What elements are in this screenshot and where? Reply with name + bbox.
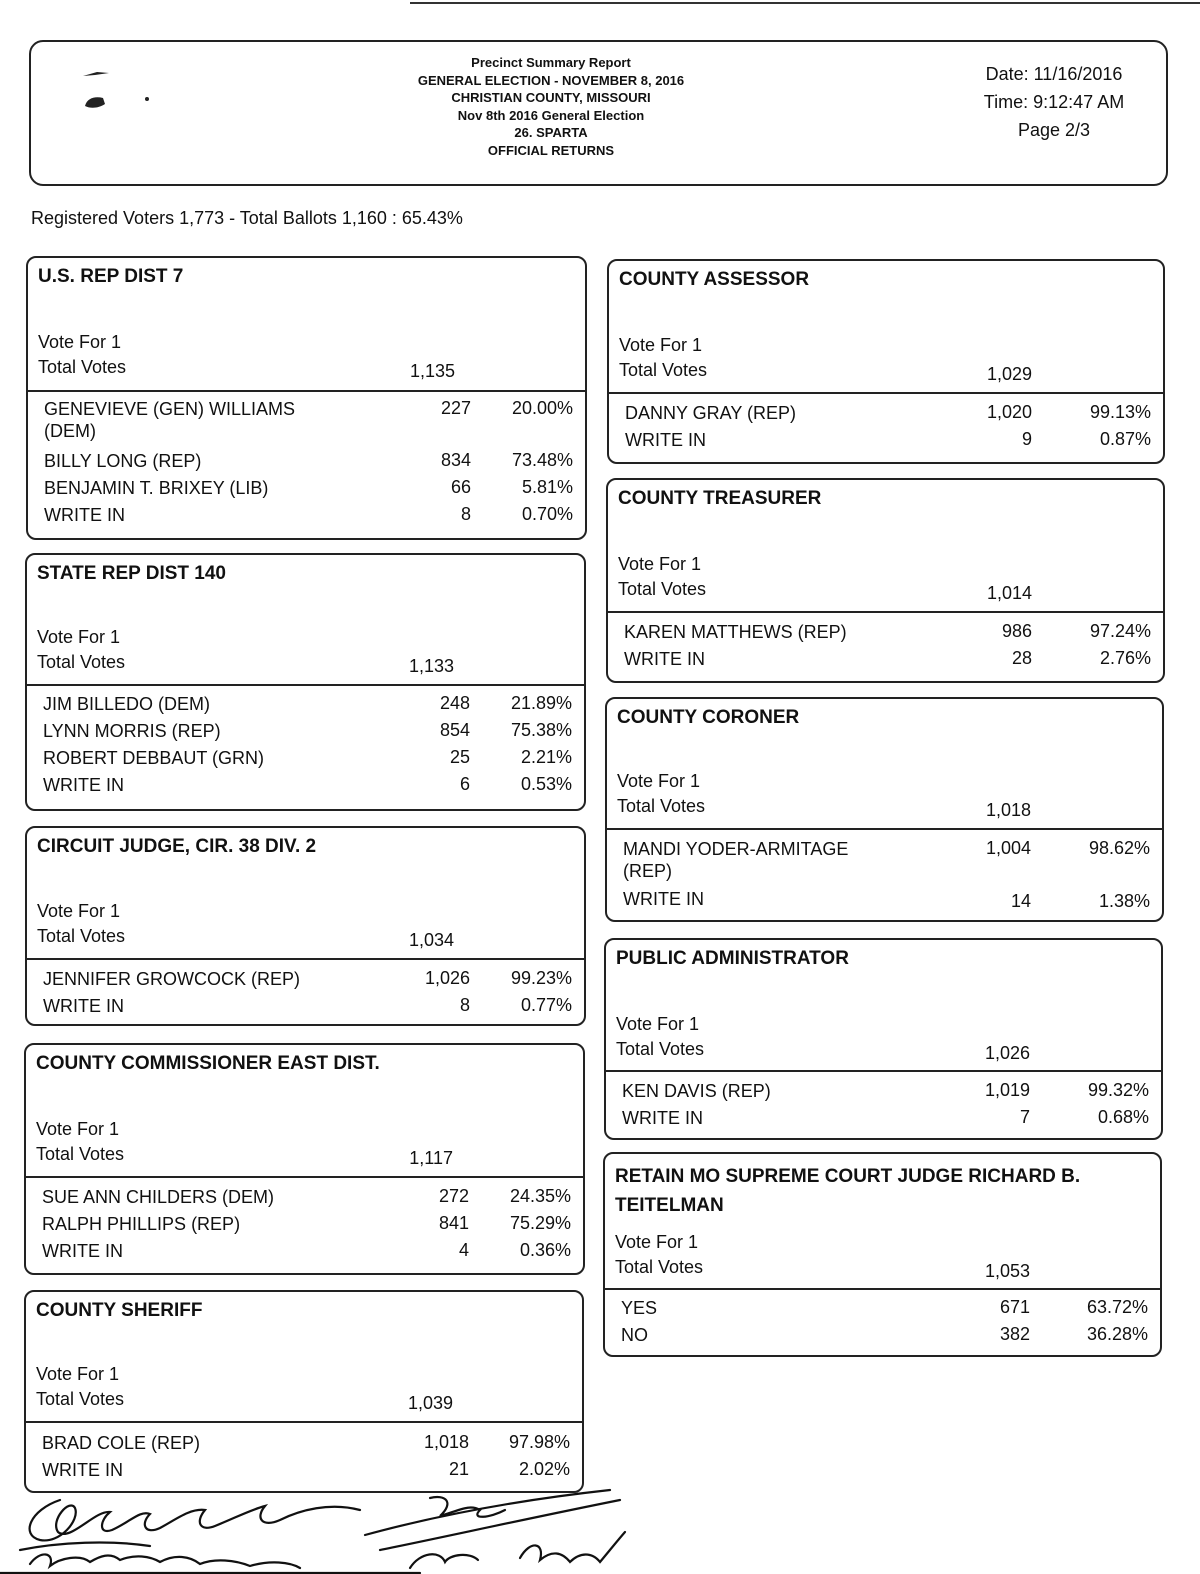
candidate-votes: 671 (999, 1297, 1030, 1317)
candidate-name: WRITE IN (625, 430, 706, 450)
candidate-name: RALPH PHILLIPS (REP) (42, 1214, 241, 1234)
contest-divider (608, 611, 1163, 613)
candidate-row (44, 398, 573, 446)
contest-divider (27, 958, 584, 960)
candidate-name: WRITE IN (43, 996, 124, 1016)
contest-divider (606, 1070, 1161, 1072)
candidate-votes: 854 (439, 720, 470, 740)
vote-for-label: Vote For 1 (36, 1119, 120, 1139)
candidate-name: YES (621, 1298, 658, 1318)
candidate-votes: 21 (448, 1459, 469, 1479)
candidate-percent: 0.68% (1097, 1107, 1149, 1127)
total-votes-label: Total Votes (616, 1039, 705, 1059)
candidate-name: ROBERT DEBBAUT (GRN) (43, 748, 265, 768)
candidate-row (42, 1240, 571, 1267)
total-votes-value: 1,039 (407, 1393, 453, 1413)
contest-title: COUNTY SHERIFF (36, 1300, 203, 1321)
total-votes-label: Total Votes (36, 1144, 125, 1164)
candidate-percent: 98.62% (1088, 838, 1150, 858)
total-votes-value: 1,029 (986, 364, 1032, 384)
contest-divider (605, 1288, 1160, 1290)
total-votes-label: Total Votes (36, 1389, 125, 1409)
report-time: Time: 9:12:47 AM (983, 92, 1125, 112)
contest-divider (27, 684, 584, 686)
candidate-row (43, 995, 572, 1022)
contest-us-rep-dist-7 (26, 256, 587, 540)
candidate-votes: 1,026 (424, 968, 470, 988)
candidate-row (43, 693, 572, 720)
candidate-percent: 0.53% (520, 774, 572, 794)
candidate-votes: 1,018 (423, 1432, 469, 1452)
candidate-name: WRITE IN (622, 1108, 703, 1128)
candidate-percent: 2.76% (1099, 648, 1151, 668)
candidate-name: LYNN MORRIS (REP) (43, 721, 221, 741)
candidate-name: MANDI YODER-ARMITAGE (REP) (623, 839, 849, 881)
candidate-row (42, 1432, 570, 1459)
candidate-row (43, 774, 572, 801)
candidate-row (622, 1107, 1149, 1134)
candidate-percent: 75.29% (509, 1213, 571, 1233)
total-votes-label: Total Votes (38, 357, 127, 377)
handwritten-signatures-icon (0, 1480, 700, 1574)
candidate-percent: 73.48% (511, 450, 573, 470)
candidate-name: DANNY GRAY (REP) (625, 403, 797, 423)
candidate-name: BILLY LONG (REP) (44, 451, 202, 471)
candidate-name: SUE ANN CHILDERS (DEM) (42, 1187, 275, 1207)
candidate-row (622, 1080, 1149, 1107)
page-number: Page 2/3 (1017, 120, 1091, 140)
candidate-percent: 20.00% (511, 398, 573, 418)
vote-for-label: Vote For 1 (36, 1364, 120, 1384)
contest-title: COUNTY TREASURER (618, 488, 822, 509)
county-name: CHRISTIAN COUNTY, MISSOURI (451, 90, 651, 105)
candidate-percent: 24.35% (509, 1186, 571, 1206)
contest-divider (609, 392, 1163, 394)
contest-title: RETAIN MO SUPREME COURT JUDGE RICHARD B. TEITELMAN (615, 1166, 1081, 1216)
contest-retain-supreme-court-judge (603, 1152, 1162, 1357)
candidate-name: NO (621, 1325, 648, 1345)
contest-county-assessor (607, 259, 1165, 464)
candidate-name: WRITE IN (42, 1241, 123, 1261)
candidate-votes: 28 (1011, 648, 1032, 668)
vote-for-label: Vote For 1 (616, 1014, 700, 1034)
total-votes-value: 1,117 (409, 1148, 453, 1168)
registered-voters-summary: Registered Voters 1,773 - Total Ballots 1,160 : 65.43% (31, 208, 463, 228)
candidate-votes: 4 (458, 1240, 469, 1260)
candidate-percent: 21.89% (510, 693, 572, 713)
total-votes-label: Total Votes (617, 796, 706, 816)
candidate-percent: 99.32% (1087, 1080, 1149, 1100)
total-votes-value: 1,133 (408, 656, 454, 676)
county-logo-icon (51, 52, 161, 112)
candidate-name: WRITE IN (44, 505, 125, 525)
candidate-percent: 0.87% (1099, 429, 1151, 449)
candidate-name: GENEVIEVE (GEN) WILLIAMS (DEM) (44, 399, 296, 441)
vote-for-label: Vote For 1 (619, 335, 703, 355)
candidate-votes: 1,020 (986, 402, 1032, 422)
total-votes-label: Total Votes (619, 360, 708, 380)
candidate-percent: 0.77% (520, 995, 572, 1015)
candidate-row (621, 1324, 1148, 1351)
election-name: GENERAL ELECTION - NOVEMBER 8, 2016 (417, 72, 685, 88)
contest-title: PUBLIC ADMINISTRATOR (616, 948, 849, 969)
contest-county-sheriff (24, 1290, 584, 1493)
candidate-votes: 986 (1001, 621, 1032, 641)
report-header (29, 40, 1168, 186)
candidate-votes: 248 (439, 693, 470, 713)
vote-for-label: Vote For 1 (38, 332, 122, 352)
candidate-percent: 2.02% (518, 1459, 570, 1479)
contest-state-rep-dist-140 (25, 553, 586, 811)
total-votes-value: 1,018 (985, 800, 1031, 820)
report-title: Precinct Summary Report (471, 55, 631, 70)
candidate-name: KEN DAVIS (REP) (622, 1081, 771, 1101)
candidate-percent: 0.70% (521, 504, 573, 524)
report-date: Date: 11/16/2016 (985, 64, 1123, 84)
contest-public-administrator (604, 938, 1163, 1140)
candidate-percent: 5.81% (521, 477, 573, 497)
candidate-votes: 8 (460, 504, 471, 524)
contest-divider (26, 1176, 583, 1178)
candidate-row (42, 1186, 571, 1213)
candidate-name: BRAD COLE (REP) (42, 1433, 201, 1453)
report-title-block (331, 54, 771, 159)
candidate-row (43, 968, 572, 995)
candidate-votes: 6 (459, 774, 470, 794)
candidate-name: KAREN MATTHEWS (REP) (624, 622, 847, 642)
candidate-percent: 99.13% (1089, 402, 1151, 422)
candidate-row (624, 621, 1151, 648)
candidate-votes: 66 (450, 477, 471, 497)
candidate-percent: 36.28% (1086, 1324, 1148, 1344)
vote-for-label: Vote For 1 (617, 771, 701, 791)
returns-label: OFFICIAL RETURNS (487, 142, 615, 158)
candidate-votes: 841 (438, 1213, 469, 1233)
candidate-name: BENJAMIN T. BRIXEY (LIB) (44, 478, 269, 498)
candidate-votes: 9 (1021, 429, 1032, 449)
contest-divider (28, 390, 585, 392)
contest-divider (26, 1421, 582, 1423)
candidate-votes: 14 (1010, 891, 1031, 911)
candidate-row (43, 747, 572, 774)
vote-for-label: Vote For 1 (618, 554, 702, 574)
candidate-votes: 7 (1019, 1107, 1030, 1127)
candidate-votes: 1,019 (984, 1080, 1030, 1100)
total-votes-value: 1,026 (984, 1043, 1030, 1063)
contest-county-commissioner-east (24, 1043, 585, 1275)
report-meta (954, 60, 1154, 144)
candidate-name: JENNIFER GROWCOCK (REP) (43, 969, 301, 989)
candidate-name: JIM BILLEDO (DEM) (43, 694, 211, 714)
vote-for-label: Vote For 1 (37, 627, 121, 647)
total-votes-label: Total Votes (37, 652, 126, 672)
total-votes-label: Total Votes (618, 579, 707, 599)
total-votes-value: 1,034 (408, 930, 454, 950)
total-votes-value: 1,053 (984, 1261, 1030, 1281)
candidate-name: WRITE IN (623, 889, 704, 909)
contest-title: COUNTY ASSESSOR (619, 269, 810, 290)
contest-title: COUNTY COMMISSIONER EAST DIST. (36, 1053, 380, 1074)
candidate-row (44, 450, 573, 477)
candidate-row (625, 429, 1151, 456)
vote-for-label: Vote For 1 (615, 1232, 699, 1252)
candidate-name: WRITE IN (42, 1460, 123, 1480)
candidate-percent: 97.24% (1089, 621, 1151, 641)
candidate-name: WRITE IN (624, 649, 705, 669)
candidate-percent: 0.36% (519, 1240, 571, 1260)
candidate-row (43, 720, 572, 747)
contest-circuit-judge (25, 826, 586, 1026)
contest-title: U.S. REP DIST 7 (38, 266, 184, 287)
candidate-percent: 63.72% (1086, 1297, 1148, 1317)
total-votes-label: Total Votes (37, 926, 126, 946)
candidate-percent: 97.98% (508, 1432, 570, 1452)
contest-county-coroner (605, 697, 1164, 922)
candidate-votes: 8 (459, 995, 470, 1015)
candidate-votes: 272 (438, 1186, 469, 1206)
candidate-percent: 1.38% (1098, 891, 1150, 911)
vote-for-label: Vote For 1 (37, 901, 121, 921)
contest-county-treasurer (606, 478, 1165, 683)
contest-title: COUNTY CORONER (617, 707, 800, 728)
total-votes-label: Total Votes (615, 1257, 704, 1277)
total-votes-value: 1,135 (409, 361, 455, 381)
candidate-row (44, 477, 573, 504)
candidate-votes: 834 (440, 450, 471, 470)
candidate-row (625, 402, 1151, 429)
top-edge-line (410, 2, 1200, 4)
election-subtitle: Nov 8th 2016 General Election (457, 107, 645, 123)
candidate-row (624, 648, 1151, 675)
candidate-percent: 99.23% (510, 968, 572, 988)
contest-title: CIRCUIT JUDGE, CIR. 38 DIV. 2 (37, 836, 317, 857)
candidate-percent: 75.38% (510, 720, 572, 740)
candidate-row (621, 1297, 1148, 1324)
candidate-row (623, 888, 1150, 915)
candidate-name: WRITE IN (43, 775, 124, 795)
total-votes-value: 1,014 (986, 583, 1032, 603)
candidate-votes: 1,004 (985, 838, 1031, 858)
contest-divider (607, 828, 1162, 830)
precinct-name: 26. SPARTA (514, 125, 588, 140)
candidate-row (44, 504, 573, 531)
contest-title: STATE REP DIST 140 (37, 563, 226, 584)
candidate-votes: 25 (449, 747, 470, 767)
candidate-votes: 227 (440, 398, 471, 418)
candidate-votes: 382 (999, 1324, 1030, 1344)
candidate-row (623, 838, 1150, 888)
candidate-percent: 2.21% (520, 747, 572, 767)
candidate-row (42, 1213, 571, 1240)
